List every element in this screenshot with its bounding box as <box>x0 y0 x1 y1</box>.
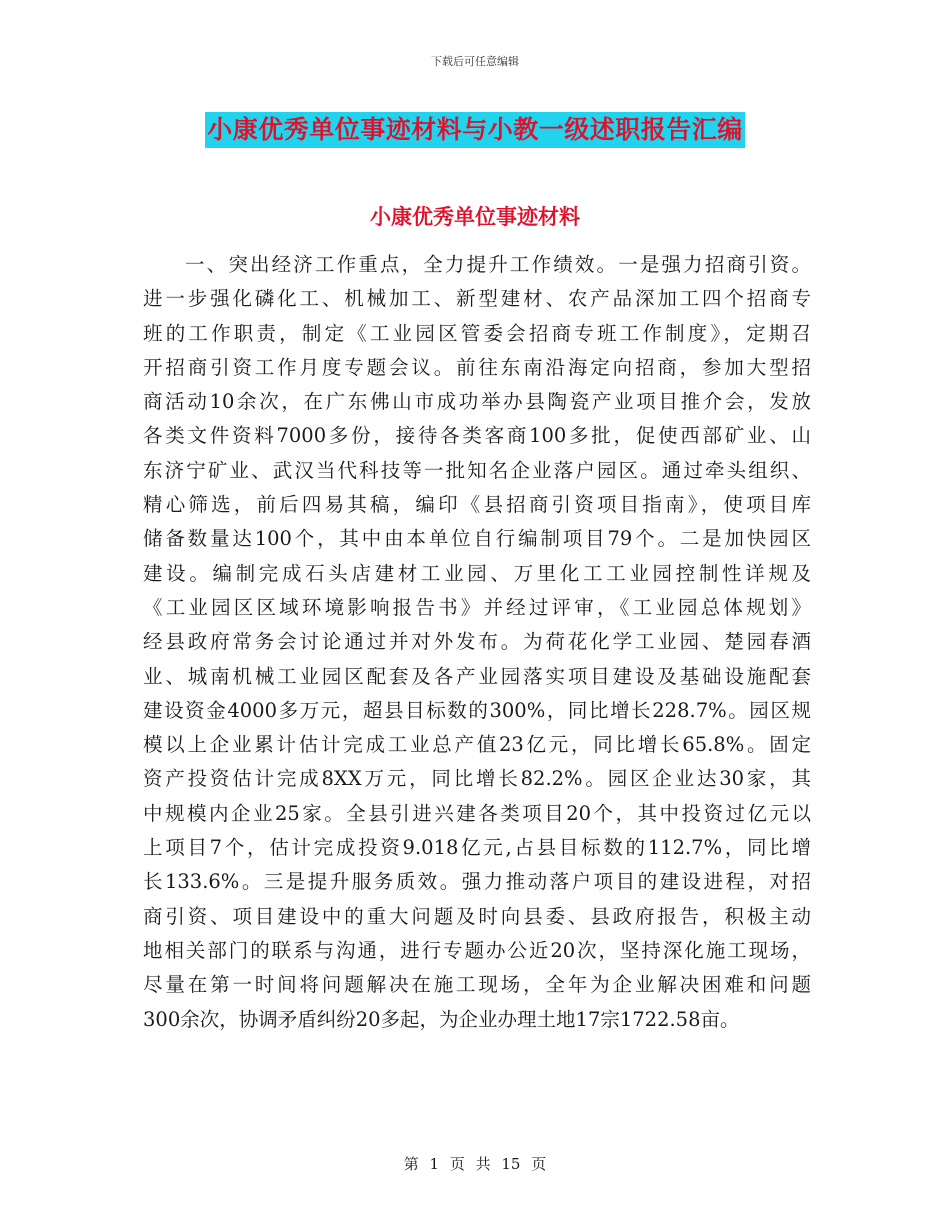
body-line: 尽量在第一时间将问题解决在施工现场，全年为企业解决困难和问题 <box>143 973 811 997</box>
header-note: 下载后可任意编辑 <box>431 55 519 68</box>
body-line: 商活动10余次，在广东佛山市成功举办县陶瓷产业项目推介会，发放 <box>143 390 811 414</box>
body-line: 中规模内企业25家。全县引进兴建各类项目20个，其中投资过亿元以 <box>143 801 811 825</box>
body-line: 长133.6%。三是提升服务质效。强力推动落户项目的建设进程，对招 <box>143 870 811 894</box>
body-line: 上项目7个，估计完成投资9.018亿元,占县目标数的112.7%，同比增 <box>143 836 811 860</box>
body-line: 各类文件资料7000多份，接待各类客商100多批，促使西部矿业、山 <box>143 424 811 448</box>
body-line: 《工业园区区域环境影响报告书》并经过评审，《工业园总体规划》 <box>143 595 811 619</box>
body-line: 东济宁矿业、武汉当代科技等一批知名企业落户园区。通过牵头组织、 <box>143 458 811 482</box>
body-line: 经县政府常务会讨论通过并对外发布。为荷花化学工业园、楚园春酒 <box>143 630 811 654</box>
body-line: 模以上企业累计估计完成工业总产值23亿元，同比增长65.8%。固定 <box>143 733 811 757</box>
section-title: 小康优秀单位事迹材料 <box>370 204 580 229</box>
body-line: 300余次，协调矛盾纠纷20多起，为企业办理土地17宗1722.58亩。 <box>143 1007 740 1031</box>
body-line: 地相关部门的联系与沟通，进行专题办公近20次，坚持深化施工现场， <box>143 938 811 962</box>
document-title-container <box>0 112 950 148</box>
body-line: 精心筛选，前后四易其稿，编印《县招商引资项目指南》，使项目库 <box>143 493 811 517</box>
body-paragraph <box>143 248 811 1037</box>
body-line: 商引资、项目建设中的重大问题及时向县委、县政府报告，积极主动 <box>143 904 811 928</box>
body-line: 班的工作职责，制定《工业园区管委会招商专班工作制度》，定期召 <box>143 321 811 345</box>
body-line: 一、突出经济工作重点，全力提升工作绩效。一是强力招商引资。 <box>185 253 811 276</box>
body-line: 业、城南机械工业园区配套及各产业园落实项目建设及基础设施配套 <box>143 664 811 688</box>
page-footer: 第 1 页 共 15 页 <box>403 1155 547 1173</box>
body-line: 建设资金4000多万元，超县目标数的300%，同比增长228.7%。园区规 <box>143 698 811 722</box>
body-line: 储备数量达100个，其中由本单位自行编制项目79个。二是加快园区 <box>143 527 811 551</box>
body-line: 进一步强化磷化工、机械加工、新型建材、农产品深加工四个招商专 <box>143 287 811 311</box>
body-line: 建设。编制完成石头店建材工业园、万里化工工业园控制性详规及 <box>143 561 811 585</box>
document-title: 小康优秀单位事迹材料与小教一级述职报告汇编 <box>205 112 745 148</box>
body-line: 资产投资估计完成8XX万元，同比增长82.2%。园区企业达30家，其 <box>143 767 811 791</box>
body-line: 开招商引资工作月度专题会议。前往东南沿海定向招商，参加大型招 <box>143 355 811 379</box>
